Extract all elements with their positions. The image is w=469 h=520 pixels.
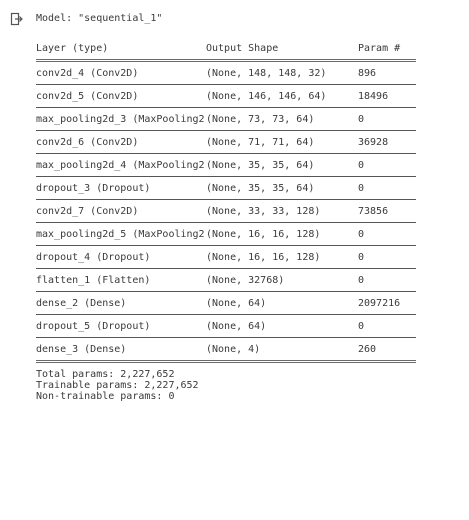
- table-row: [36, 131, 416, 153]
- header-layer-type: Layer (type): [36, 43, 109, 54]
- output-shape: (None, 4): [206, 344, 261, 355]
- model-summary-table: [36, 37, 416, 402]
- output-shape: (None, 148, 148, 32): [206, 68, 327, 79]
- table-row: [36, 315, 416, 337]
- param-count: 18496: [358, 91, 389, 102]
- table-row: [36, 292, 416, 314]
- layer-name: flatten_1 (Flatten): [36, 275, 151, 286]
- table-row: [36, 223, 416, 245]
- output-shape: (None, 73, 73, 64): [206, 114, 315, 125]
- layer-name: dropout_3 (Dropout): [36, 183, 151, 194]
- output-arrow-icon[interactable]: [10, 12, 24, 26]
- output-shape: (None, 16, 16, 128): [206, 229, 321, 240]
- table-row: [36, 338, 416, 360]
- output-shape: (None, 16, 16, 128): [206, 252, 321, 263]
- total-params: Total params: 2,227,652: [36, 369, 175, 380]
- param-count: 0: [358, 160, 365, 171]
- header-output-shape: Output Shape: [206, 43, 279, 54]
- table-row: [36, 269, 416, 291]
- param-count: 2097216: [358, 298, 401, 309]
- param-count: 0: [358, 275, 365, 286]
- table-row: [36, 62, 416, 84]
- table-row: [36, 85, 416, 107]
- layer-name: dense_2 (Dense): [36, 298, 127, 309]
- table-header: [36, 37, 416, 59]
- table-row: [36, 108, 416, 130]
- trainable-params: Trainable params: 2,227,652: [36, 380, 199, 391]
- layer-name: conv2d_4 (Conv2D): [36, 68, 139, 79]
- output-shape: (None, 32768): [206, 275, 285, 286]
- layer-name: dense_3 (Dense): [36, 344, 127, 355]
- layer-name: dropout_5 (Dropout): [36, 321, 151, 332]
- table-row: [36, 246, 416, 268]
- layer-name: conv2d_6 (Conv2D): [36, 137, 139, 148]
- output-shape: (None, 64): [206, 298, 267, 309]
- header-param-count: Param #: [358, 43, 401, 54]
- param-count: 0: [358, 252, 365, 263]
- output-shape: (None, 35, 35, 64): [206, 160, 315, 171]
- param-count: 896: [358, 68, 377, 79]
- param-count: 0: [358, 183, 365, 194]
- layer-name: dropout_4 (Dropout): [36, 252, 151, 263]
- param-count: 0: [358, 229, 365, 240]
- params-summary: [36, 369, 416, 402]
- table-row: [36, 154, 416, 176]
- layer-name: conv2d_7 (Conv2D): [36, 206, 139, 217]
- layer-name: conv2d_5 (Conv2D): [36, 91, 139, 102]
- param-count: 73856: [358, 206, 389, 217]
- model-title: Model: "sequential_1": [36, 13, 163, 24]
- layer-name: max_pooling2d_4 (MaxPooling2: [36, 160, 205, 171]
- param-count: 0: [358, 321, 365, 332]
- layer-name: max_pooling2d_5 (MaxPooling2: [36, 229, 205, 240]
- footer-divider: [36, 360, 416, 363]
- table-body: [36, 62, 416, 363]
- layer-name: max_pooling2d_3 (MaxPooling2: [36, 114, 205, 125]
- output-shape: (None, 33, 33, 128): [206, 206, 321, 217]
- output-shape: (None, 35, 35, 64): [206, 183, 315, 194]
- table-row: [36, 200, 416, 222]
- output-shape: (None, 71, 71, 64): [206, 137, 315, 148]
- param-count: 36928: [358, 137, 389, 148]
- param-count: 260: [358, 344, 377, 355]
- output-shape: (None, 64): [206, 321, 267, 332]
- table-row: [36, 177, 416, 199]
- non-trainable-params: Non-trainable params: 0: [36, 391, 175, 402]
- output-shape: (None, 146, 146, 64): [206, 91, 327, 102]
- param-count: 0: [358, 114, 365, 125]
